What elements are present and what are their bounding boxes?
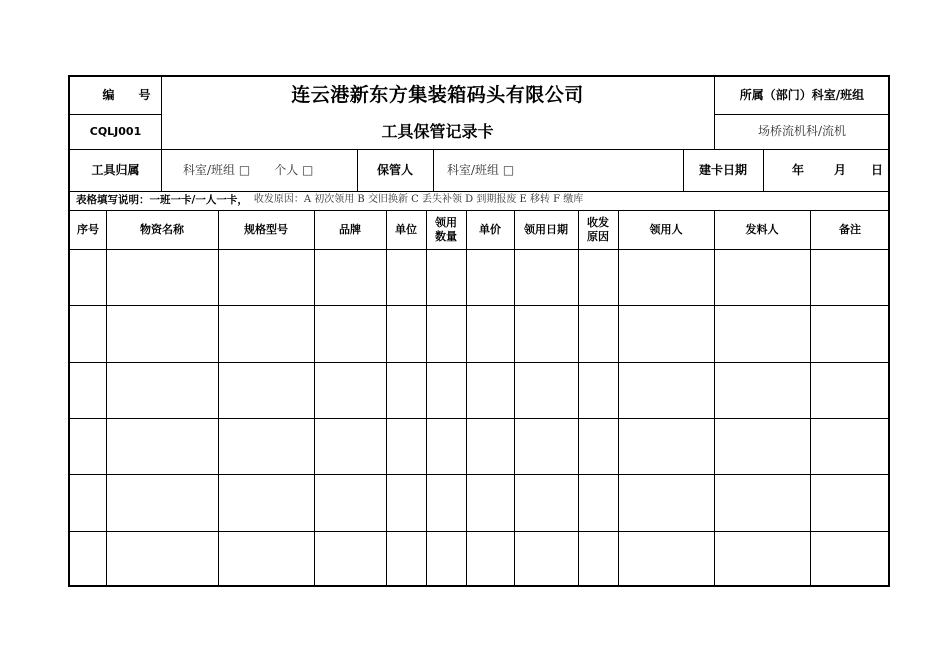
- table-row: [70, 362, 890, 418]
- col-header-brand: 品牌: [339, 222, 361, 236]
- col-header-reason-line2: 原因: [587, 229, 609, 243]
- table-row: [70, 418, 890, 474]
- divider: [70, 249, 890, 250]
- table-cell[interactable]: [514, 305, 578, 361]
- col-header-quantity-line1: 领用: [435, 215, 457, 229]
- company-name: 连云港新东方集装箱码头有限公司: [291, 83, 584, 106]
- divider: [70, 362, 890, 363]
- table-cell[interactable]: [70, 418, 106, 474]
- table-cell[interactable]: [386, 474, 426, 530]
- table-cell[interactable]: [618, 418, 714, 474]
- date-day: 日: [870, 162, 883, 177]
- table-cell[interactable]: [218, 249, 314, 305]
- table-cell[interactable]: [618, 474, 714, 530]
- table-cell[interactable]: [106, 305, 218, 361]
- dept-label: 所属（部门）科室/班组: [739, 88, 865, 102]
- divider: [810, 210, 811, 587]
- divider: [618, 210, 619, 587]
- table-cell[interactable]: [70, 362, 106, 418]
- table-cell[interactable]: [810, 305, 890, 361]
- table-cell[interactable]: [466, 362, 514, 418]
- table-cell[interactable]: [618, 249, 714, 305]
- col-header-receiver: 领用人: [649, 222, 683, 236]
- table-cell[interactable]: [578, 474, 618, 530]
- keeper-label: 保管人: [376, 162, 413, 177]
- table-cell[interactable]: [578, 249, 618, 305]
- divider: [70, 531, 890, 532]
- table-cell[interactable]: [714, 418, 810, 474]
- table-cell[interactable]: [218, 418, 314, 474]
- table-cell[interactable]: [714, 531, 810, 587]
- table-cell[interactable]: [386, 418, 426, 474]
- table-cell[interactable]: [810, 418, 890, 474]
- table-cell[interactable]: [810, 474, 890, 530]
- table-cell[interactable]: [386, 531, 426, 587]
- table-cell[interactable]: [426, 418, 466, 474]
- col-header-unit: 单位: [395, 222, 417, 236]
- table-cell[interactable]: [466, 531, 514, 587]
- table-cell[interactable]: [218, 474, 314, 530]
- table-cell[interactable]: [466, 418, 514, 474]
- table-cell[interactable]: [714, 249, 810, 305]
- col-header-quantity: [426, 210, 466, 249]
- table-cell[interactable]: [714, 362, 810, 418]
- table-cell[interactable]: [466, 249, 514, 305]
- col-header-quantity-line2: 数量: [435, 229, 457, 243]
- table-cell[interactable]: [426, 305, 466, 361]
- table-cell[interactable]: [714, 474, 810, 530]
- divider: [70, 210, 890, 211]
- table-cell[interactable]: [578, 418, 618, 474]
- table-cell[interactable]: [106, 474, 218, 530]
- table-cell[interactable]: [314, 474, 386, 530]
- col-header-issue-date: 领用日期: [524, 222, 568, 236]
- date-year: 年: [791, 162, 804, 177]
- divider: [433, 149, 434, 191]
- table-cell[interactable]: [810, 249, 890, 305]
- table-row: [70, 474, 890, 530]
- divider: [514, 210, 515, 587]
- table-cell[interactable]: [218, 305, 314, 361]
- owner-options: 科室/班组 □ 个人 □: [183, 162, 314, 177]
- table-cell[interactable]: [70, 474, 106, 530]
- table-cell[interactable]: [70, 249, 106, 305]
- table-cell[interactable]: [426, 362, 466, 418]
- divider: [70, 191, 890, 192]
- table-cell[interactable]: [386, 305, 426, 361]
- divider: [357, 149, 358, 191]
- col-header-reason-line1: 收发: [587, 215, 609, 229]
- tool-record-card: [68, 75, 890, 587]
- instructions-lead: 表格填写说明：一班一卡/一人一卡，: [76, 193, 248, 206]
- divider: [314, 210, 315, 587]
- col-header-unit-price: 单价: [479, 222, 501, 236]
- divider: [763, 149, 764, 191]
- divider: [161, 77, 162, 191]
- table-row: [70, 531, 890, 587]
- table-cell[interactable]: [106, 249, 218, 305]
- divider: [70, 305, 890, 306]
- table-cell[interactable]: [314, 418, 386, 474]
- divider: [714, 114, 890, 115]
- table-cell[interactable]: [314, 249, 386, 305]
- col-header-item-name: 物资名称: [140, 222, 184, 236]
- owner-label: 工具归属: [91, 162, 140, 177]
- table-cell[interactable]: [618, 531, 714, 587]
- divider: [426, 210, 427, 587]
- table-cell[interactable]: [218, 531, 314, 587]
- table-cell[interactable]: [70, 305, 106, 361]
- table-cell[interactable]: [618, 305, 714, 361]
- divider: [578, 210, 579, 587]
- table-cell[interactable]: [514, 362, 578, 418]
- date-month: 月: [833, 162, 846, 177]
- col-header-remarks: 备注: [839, 222, 861, 236]
- table-cell[interactable]: [106, 362, 218, 418]
- table-cell[interactable]: [426, 531, 466, 587]
- col-header-issuer: 发料人: [745, 222, 779, 236]
- table-cell[interactable]: [106, 418, 218, 474]
- table-cell[interactable]: [578, 362, 618, 418]
- table-cell[interactable]: [386, 249, 426, 305]
- col-header-spec: 规格型号: [244, 222, 288, 236]
- table-body: [70, 249, 890, 587]
- table-row: [70, 305, 890, 361]
- table-cell[interactable]: [514, 531, 578, 587]
- table-cell[interactable]: [218, 362, 314, 418]
- table-cell[interactable]: [466, 305, 514, 361]
- divider: [218, 210, 219, 587]
- table-cell[interactable]: [106, 531, 218, 587]
- col-header-index: 序号: [77, 222, 99, 236]
- divider: [683, 149, 684, 191]
- table-cell[interactable]: [810, 531, 890, 587]
- divider: [106, 210, 107, 587]
- fill-instructions: [70, 191, 890, 210]
- table-cell[interactable]: [714, 305, 810, 361]
- divider: [714, 77, 715, 149]
- divider: [70, 474, 890, 475]
- table-cell[interactable]: [578, 305, 618, 361]
- table-cell[interactable]: [514, 418, 578, 474]
- keeper-value: 科室/班组 □: [447, 162, 515, 177]
- divider: [70, 418, 890, 419]
- code-label: 编 号: [102, 88, 151, 102]
- table-cell[interactable]: [426, 474, 466, 530]
- dept-value: 场桥流机科/流机: [757, 124, 847, 138]
- divider: [714, 210, 715, 587]
- date-label: 建卡日期: [698, 162, 747, 177]
- code-value: CQLJ001: [89, 124, 142, 138]
- table-cell[interactable]: [514, 474, 578, 530]
- divider: [70, 149, 890, 150]
- table-cell[interactable]: [70, 531, 106, 587]
- table-cell[interactable]: [314, 531, 386, 587]
- instructions-reasons: 收发原因：A 初次领用 B 交旧换新 C 丢失补领 D 到期报废 E 移转 F 缴库: [253, 194, 584, 206]
- card-title: 工具保管记录卡: [381, 121, 494, 141]
- divider: [466, 210, 467, 587]
- table-cell[interactable]: [314, 305, 386, 361]
- table-cell[interactable]: [514, 249, 578, 305]
- divider: [386, 210, 387, 587]
- table-cell[interactable]: [466, 474, 514, 530]
- table-cell[interactable]: [578, 531, 618, 587]
- table-cell[interactable]: [810, 362, 890, 418]
- table-cell[interactable]: [314, 362, 386, 418]
- table-cell[interactable]: [426, 249, 466, 305]
- table-cell[interactable]: [386, 362, 426, 418]
- divider: [70, 114, 161, 115]
- col-header-reason: [578, 210, 618, 249]
- table-row: [70, 249, 890, 305]
- table-cell[interactable]: [618, 362, 714, 418]
